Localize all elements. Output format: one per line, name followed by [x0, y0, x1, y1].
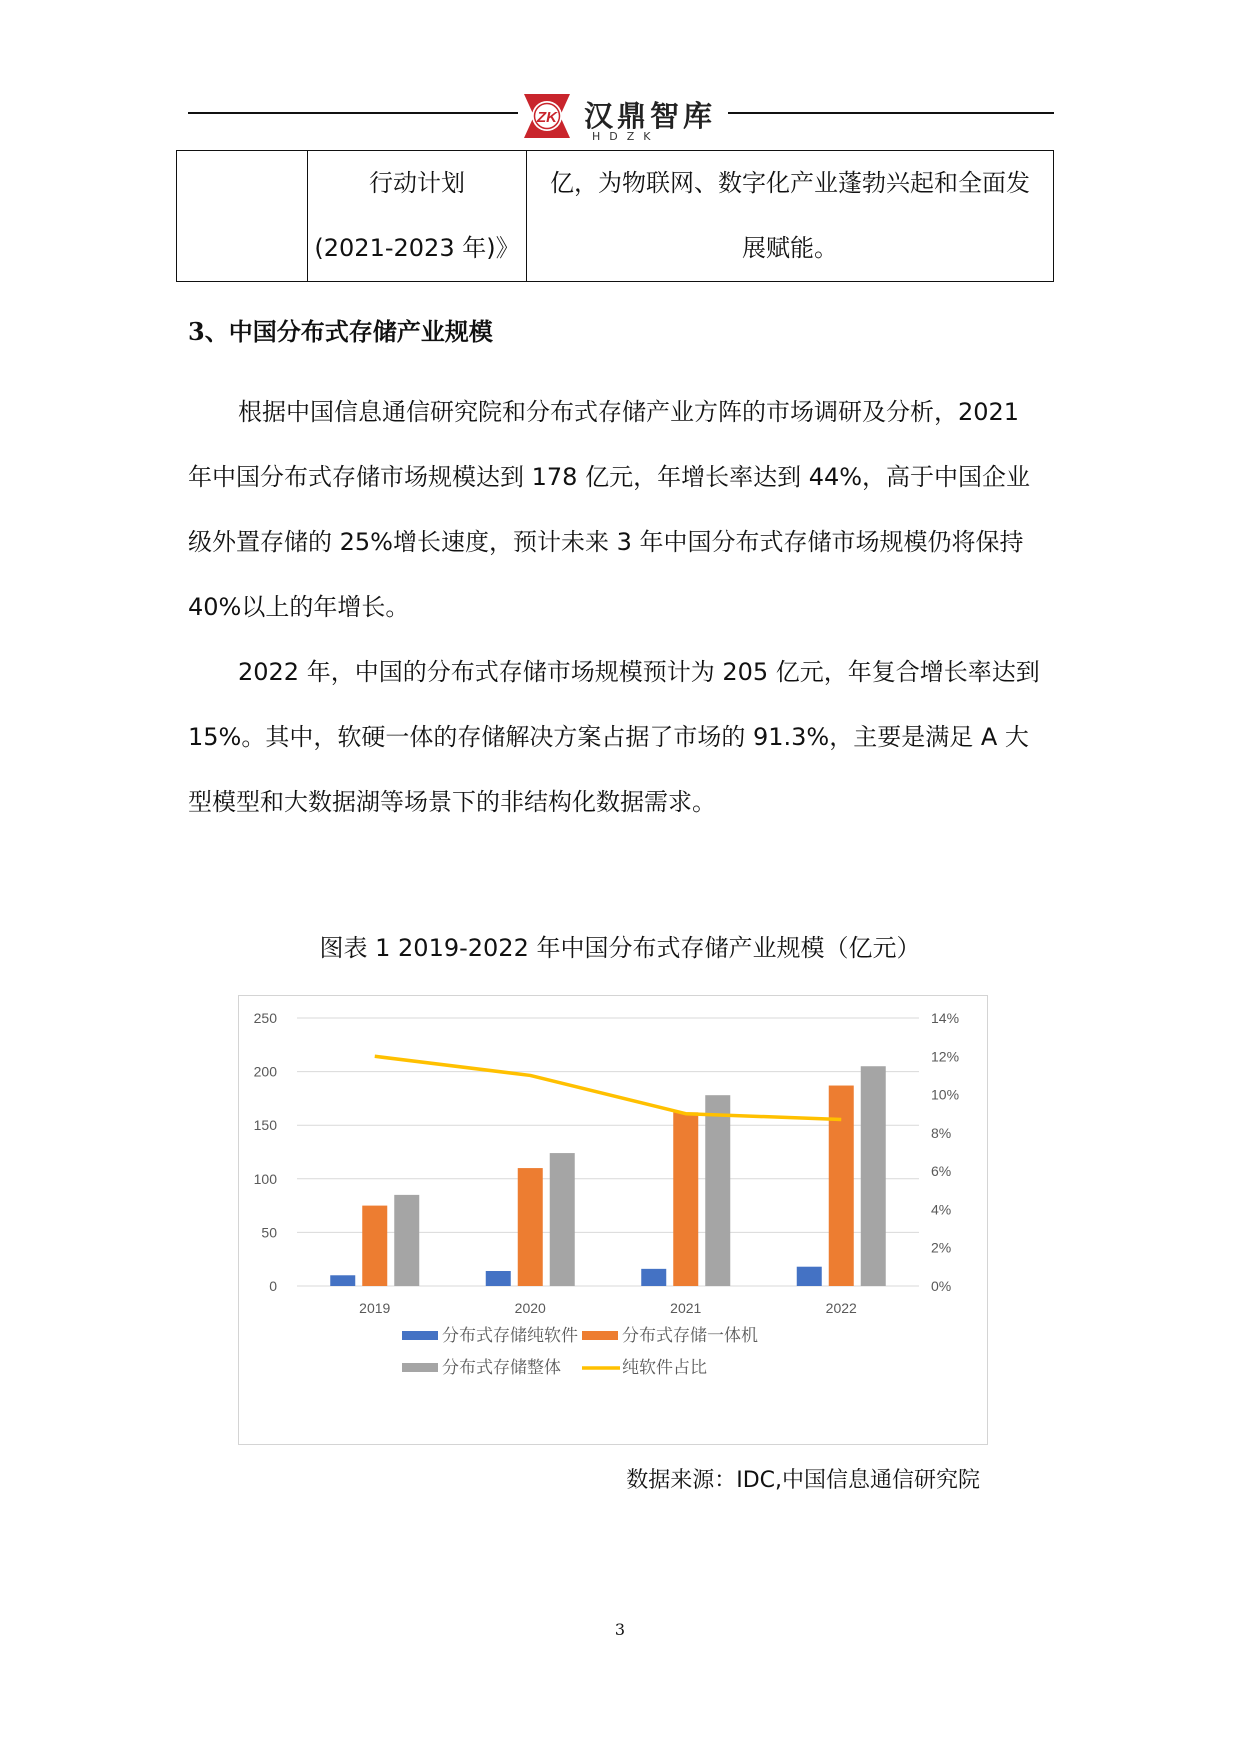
legend-label: 纯软件占比	[622, 1358, 707, 1377]
page-number: 3	[614, 1620, 626, 1639]
paragraph-line: 型模型和大数据湖等场景下的非结构化数据需求。	[188, 788, 716, 816]
legend-label: 分布式存储纯软件	[442, 1326, 578, 1345]
x-tick-label: 2022	[825, 1300, 857, 1316]
table-row	[177, 151, 1054, 282]
y-right-tick-label: 14%	[931, 1010, 960, 1026]
bar-2022-0	[797, 1267, 822, 1286]
bar-2022-2	[861, 1066, 886, 1286]
paragraph-line: 根据中国信息通信研究院和分布式存储产业方阵的市场调研及分析，2021	[238, 398, 1020, 426]
paragraph-line: 40%以上的年增长。	[188, 593, 410, 621]
x-tick-label: 2021	[670, 1300, 702, 1316]
legend-swatch	[402, 1363, 438, 1372]
y-right-tick-label: 8%	[931, 1124, 952, 1141]
legend-label: 分布式存储整体	[442, 1358, 561, 1377]
legend-label: 分布式存储一体机	[622, 1326, 758, 1345]
table-cell-policy-content	[527, 151, 1054, 282]
market-size-chart	[239, 996, 987, 1444]
bar-2019-2	[394, 1195, 419, 1286]
bar-2021-2	[705, 1095, 730, 1286]
paragraph-line: 2022 年，中国的分布式存储市场规模预计为 205 亿元，年复合增长率达到	[238, 658, 1040, 686]
bar-2020-0	[486, 1271, 511, 1286]
bar-2021-0	[641, 1269, 666, 1286]
section-title: 3、中国分布式存储产业规模	[188, 317, 493, 346]
bar-2020-2	[550, 1153, 575, 1286]
svg-text:ZK: ZK	[537, 109, 557, 126]
cell-line: (2021-2023 年)》	[314, 234, 520, 262]
header-rule-right	[728, 112, 1054, 114]
bar-2021-1	[673, 1112, 698, 1286]
legend-swatch	[402, 1331, 438, 1340]
paragraph-line: 15%。其中，软硬一体的存储解决方案占据了市场的 91.3%，主要是满足 A 大	[188, 723, 1029, 751]
table-cell-empty	[177, 151, 308, 282]
header-rule-left	[188, 112, 518, 114]
x-tick-label: 2020	[514, 1300, 546, 1316]
y-right-tick-label: 12%	[931, 1048, 960, 1065]
brand-name: 汉鼎智库	[584, 99, 717, 133]
y-left-tick-label: 200	[253, 1063, 277, 1080]
x-tick-label: 2019	[359, 1300, 391, 1316]
y-left-tick-label: 150	[253, 1117, 277, 1134]
chart-container	[238, 995, 988, 1445]
brand-subtitle: HDZK	[592, 130, 660, 143]
y-left-tick-label: 250	[253, 1010, 277, 1026]
bar-2022-1	[829, 1086, 854, 1286]
y-right-tick-label: 4%	[931, 1201, 952, 1218]
paragraph-2	[188, 640, 1054, 835]
y-right-tick-label: 10%	[931, 1086, 960, 1103]
cell-line: 展赋能。	[742, 234, 838, 262]
table-cell-policy-name	[308, 151, 527, 282]
paragraph-1	[188, 380, 1054, 640]
y-left-tick-label: 0	[269, 1278, 277, 1294]
page-header	[188, 88, 1054, 150]
bar-2019-0	[330, 1275, 355, 1286]
bar-2020-1	[518, 1168, 543, 1286]
line-series-software-share	[375, 1056, 842, 1119]
paragraph-line: 级外置存储的 25%增长速度，预计未来 3 年中国分布式存储市场规模仍将保持	[188, 528, 1024, 556]
y-right-tick-label: 0%	[931, 1278, 952, 1294]
paragraph-line: 年中国分布式存储市场规模达到 178 亿元，年增长率达到 44%，高于中国企业	[188, 463, 1031, 491]
bar-2019-1	[362, 1206, 387, 1286]
cell-line: 亿，为物联网、数字化产业蓬勃兴起和全面发	[550, 169, 1030, 197]
cell-line: 行动计划	[369, 169, 465, 197]
policy-table	[176, 150, 1054, 282]
y-left-tick-label: 100	[253, 1170, 277, 1187]
y-right-tick-label: 2%	[931, 1239, 952, 1256]
hdzk-logo-icon	[520, 92, 574, 140]
data-source: 数据来源：IDC,中国信息通信研究院	[626, 1468, 980, 1493]
legend-swatch	[582, 1331, 618, 1340]
figure-caption: 图表 1 2019-2022 年中国分布式存储产业规模（亿元）	[319, 934, 921, 962]
y-left-tick-label: 50	[261, 1224, 277, 1241]
y-right-tick-label: 6%	[931, 1163, 952, 1180]
